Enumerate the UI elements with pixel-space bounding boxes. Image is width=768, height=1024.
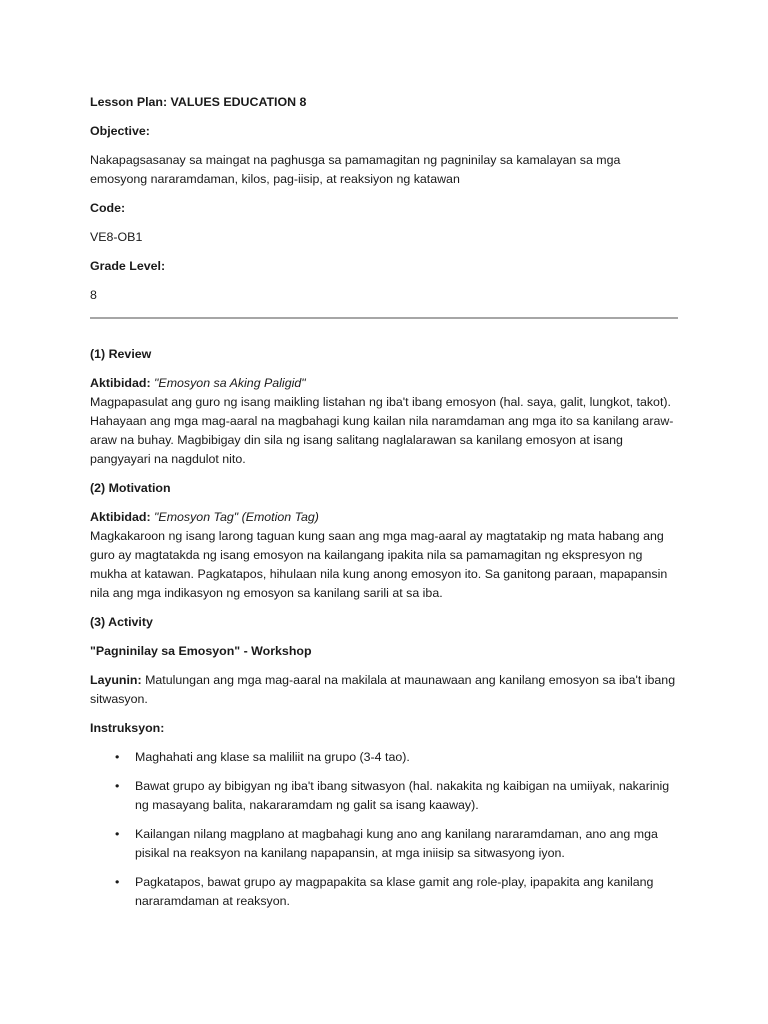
code-label: Code: bbox=[90, 201, 126, 215]
review-heading: (1) Review bbox=[90, 347, 152, 361]
bullet-icon: • bbox=[115, 779, 120, 793]
document-page bbox=[90, 93, 678, 921]
bullet-icon: • bbox=[115, 827, 120, 841]
section-divider bbox=[90, 317, 678, 319]
layunin-paragraph bbox=[90, 671, 678, 709]
bullet-icon: • bbox=[115, 875, 120, 889]
list-item bbox=[90, 748, 678, 767]
review-activity-label: Aktibidad: bbox=[90, 376, 151, 390]
grade-level-value: 8 bbox=[90, 288, 97, 302]
workshop-title: "Pagninilay sa Emosyon" - Workshop bbox=[90, 644, 312, 658]
review-section bbox=[90, 374, 678, 469]
activity-heading: (3) Activity bbox=[90, 615, 153, 629]
lesson-plan-title: Lesson Plan: VALUES EDUCATION 8 bbox=[90, 95, 307, 109]
motivation-activity-title: "Emosyon Tag" (Emotion Tag) bbox=[154, 510, 319, 524]
motivation-heading: (2) Motivation bbox=[90, 481, 171, 495]
list-item-text: Maghahati ang klase sa maliliit na grupo (3-4 tao). bbox=[135, 750, 410, 764]
layunin-text: Matulungan ang mga mag-aaral na makilala at maunawaan ang kanilang emosyon sa iba't ibang sitwasyon. bbox=[90, 673, 676, 706]
list-item-text: Kailangan nilang magplano at magbahagi kung ano ang kanilang nararamdaman, ano ang mga pisikal na reaksyon na kanilang napapansin, at mga iniisip sa sitwasyong iyon. bbox=[135, 827, 658, 860]
instruksyon-label: Instruksyon: bbox=[90, 721, 165, 735]
bullet-icon: • bbox=[115, 750, 120, 764]
review-body: Magpapasulat ang guro ng isang maikling listahan ng iba't ibang emosyon (hal. saya, galit, lungkot, takot). Hahayaan ang mga mag-aaral na magbahagi kung kailan nila naramdaman ang mga ito sa kanilang araw-araw na buhay. Magbibigay din sila ng isang salitang naglalarawan sa kanilang emosyon at isang pangyayari na nagdulot nito. bbox=[90, 395, 674, 466]
grade-level-label: Grade Level: bbox=[90, 259, 166, 273]
layunin-label: Layunin: bbox=[90, 673, 142, 687]
list-item-text: Bawat grupo ay bibigyan ng iba't ibang sitwasyon (hal. nakakita ng kaibigan na umiiyak, nakarinig ng masayang balita, nakararamdam ng galit sa isang kaaway). bbox=[135, 779, 670, 812]
review-activity-title: "Emosyon sa Aking Paligid" bbox=[154, 376, 306, 390]
motivation-activity-label: Aktibidad: bbox=[90, 510, 151, 524]
list-item bbox=[90, 777, 678, 815]
motivation-body: Magkakaroon ng isang larong taguan kung saan ang mga mag-aaral ay magtatakip ng mata habang ang guro ay magtatakda ng isang emosyon na kailangang ipakita nila sa pamamagitan ng ekspresyon ng mukha at katawan. Pagkatapos, hihulaan nila kung anong emosyon ito. Sa ganitong paraan, mapapansin nila ang mga indikasyon ng emosyon sa kanilang sarili at sa iba. bbox=[90, 529, 668, 600]
instruction-list bbox=[90, 748, 678, 911]
motivation-section bbox=[90, 508, 678, 603]
code-value: VE8-OB1 bbox=[90, 230, 143, 244]
list-item bbox=[90, 825, 678, 863]
list-item bbox=[90, 873, 678, 911]
objective-text: Nakapagsasanay sa maingat na paghusga sa pamamagitan ng pagninilay sa kamalayan sa mga emosyong nararamdaman, kilos, pag-iisip, at reaksiyon ng katawan bbox=[90, 153, 621, 186]
list-item-text: Pagkatapos, bawat grupo ay magpapakita sa klase gamit ang role-play, ipapakita ang kanilang nararamdaman at reaksyon. bbox=[135, 875, 654, 908]
objective-label: Objective: bbox=[90, 124, 150, 138]
